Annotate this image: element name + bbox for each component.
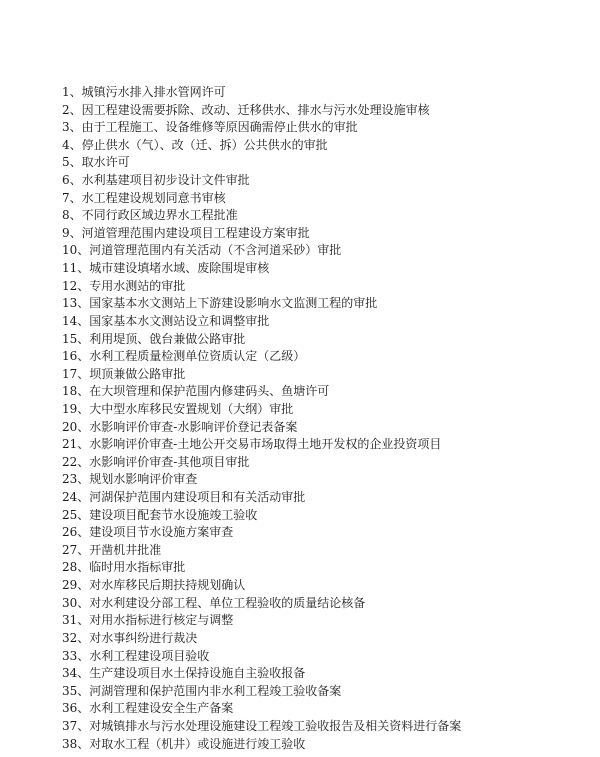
list-item: 24、河湖保护范围内建设项目和有关活动审批 (62, 490, 306, 505)
list-item: 28、临时用水指标审批 (62, 560, 186, 575)
list-item: 34、生产建设项目水土保持设施自主验收报备 (62, 666, 306, 681)
list-item: 25、建设项目配套节水设施竣工验收 (62, 507, 258, 522)
list-item: 6、水利基建项目初步设计文件审批 (62, 173, 250, 188)
list-item: 37、对城镇排水与污水处理设施建设工程竣工验收报告及相关资料进行备案 (62, 718, 462, 733)
list-item: 3、由于工程施工、设备维修等原因确需停止供水的审批 (62, 120, 358, 135)
list-item: 22、水影响评价审查-其他项目审批 (62, 454, 250, 469)
list-item: 29、对水库移民后期扶持规划确认 (62, 578, 246, 593)
list-item: 35、河湖管理和保护范围内非水利工程竣工验收备案 (62, 683, 342, 698)
list-item: 10、河道管理范围内有关活动（不含河道采砂）审批 (62, 243, 342, 258)
list-item: 27、开凿机井批准 (62, 542, 162, 557)
list-item: 16、水利工程质量检测单位资质认定（乙级） (62, 349, 306, 364)
list-item: 13、国家基本水文测站上下游建设影响水文监测工程的审批 (62, 296, 378, 311)
list-item: 2、因工程建设需要拆除、改动、迁移供水、排水与污水处理设施审核 (62, 102, 430, 117)
list-item: 20、水影响评价审查-水影响评价登记表备案 (62, 419, 298, 434)
list-item: 17、坝顶兼做公路审批 (62, 366, 186, 381)
list-item: 26、建设项目节水设施方案审查 (62, 525, 234, 540)
list-item: 1、城镇污水排入排水管网许可 (62, 85, 226, 99)
list-item: 21、水影响评价审查-土地公开交易市场取得土地开发权的企业投资项目 (62, 437, 442, 452)
list-item: 30、对水利建设分部工程、单位工程验收的质量结论核备 (62, 595, 366, 610)
list-item: 18、在大坝管理和保护范围内修建码头、鱼塘许可 (62, 384, 330, 399)
list-item: 33、水利工程建设项目验收 (62, 648, 210, 663)
list-item: 23、规划水影响评价审查 (62, 472, 198, 487)
list-item: 4、停止供水（气）、改（迁、拆）公共供水的审批 (62, 137, 328, 152)
list-item: 19、大中型水库移民安置规划（大纲）审批 (62, 401, 294, 416)
list-item: 38、对取水工程（机井）或设施进行竣工验收 (62, 736, 306, 751)
list-item: 7、水工程建设规划同意书审核 (62, 190, 226, 205)
approval-item-list (62, 84, 461, 753)
list-item: 11、城市建设填堵水域、废除围堤审核 (62, 261, 270, 276)
list-item: 31、对用水指标进行核定与调整 (62, 613, 234, 628)
list-item: 5、取水许可 (62, 155, 130, 170)
list-item: 14、国家基本水文测站设立和调整审批 (62, 313, 270, 328)
list-item: 32、对水事纠纷进行裁决 (62, 630, 198, 645)
list-item: 8、不同行政区域边界水工程批准 (62, 208, 238, 223)
list-item: 15、利用堤顶、戗台兼做公路审批 (62, 331, 246, 346)
list-item: 36、水利工程建设安全生产备案 (62, 701, 234, 716)
list-item: 9、河道管理范围内建设项目工程建设方案审批 (62, 225, 310, 240)
list-item: 12、专用水测站的审批 (62, 278, 186, 293)
